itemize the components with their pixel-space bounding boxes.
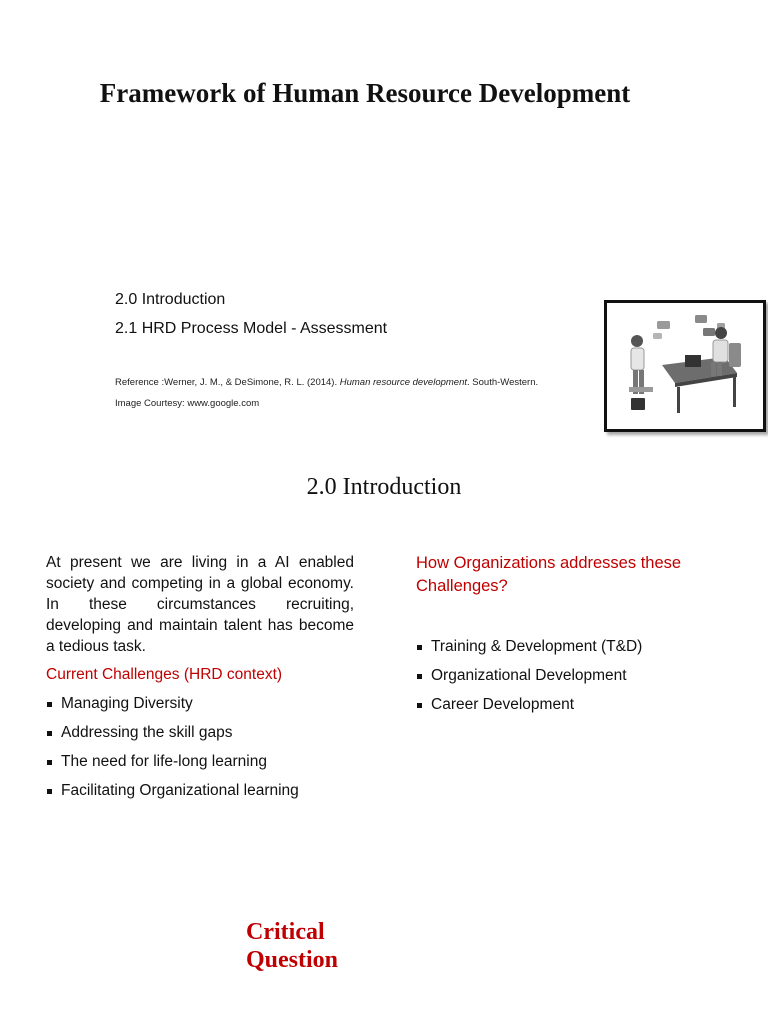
current-challenges-heading: Current Challenges (HRD context): [46, 666, 283, 683]
reference-prefix: Reference :Werner, J. M., & DeSimone, R. L. (2014).: [115, 377, 340, 388]
organization-response-heading: How Organizations addresses these Challenges?: [416, 554, 682, 595]
reference-suffix: . South-Western.: [467, 377, 539, 388]
image-courtesy: Image Courtesy: www.google.com: [115, 398, 260, 409]
question-line: Question: [246, 947, 339, 973]
responses-list: [416, 638, 642, 725]
section-heading: 2.0 Introduction: [306, 474, 462, 500]
list-item: Career Development: [416, 696, 642, 725]
list-item: Training & Development (T&D): [416, 638, 642, 667]
list-item: The need for life-long learning: [46, 753, 299, 782]
critical-question-heading: [246, 918, 338, 974]
reference-book-title: Human resource development: [339, 377, 468, 388]
office-meeting-icon: [607, 303, 763, 429]
list-item: Facilitating Organizational learning: [46, 782, 299, 811]
intro-paragraph: At present we are living in a AI enabled society and competing in a global economy. In these circumstances recruiting, developing and maintain talent has become a tedious task.: [46, 554, 354, 655]
reference-citation: [115, 377, 538, 388]
list-item: Managing Diversity: [46, 695, 299, 724]
critical-line: Critical: [246, 919, 325, 945]
list-item: Addressing the skill gaps: [46, 724, 299, 753]
challenges-list: [46, 695, 299, 811]
toc-item-hrd-process-model: 2.1 HRD Process Model - Assessment: [115, 320, 388, 337]
list-item: Organizational Development: [416, 667, 642, 696]
meeting-illustration: [604, 300, 766, 432]
toc-item-introduction: 2.0 Introduction: [115, 291, 226, 308]
page-title: Framework of Human Resource Development: [99, 78, 631, 108]
